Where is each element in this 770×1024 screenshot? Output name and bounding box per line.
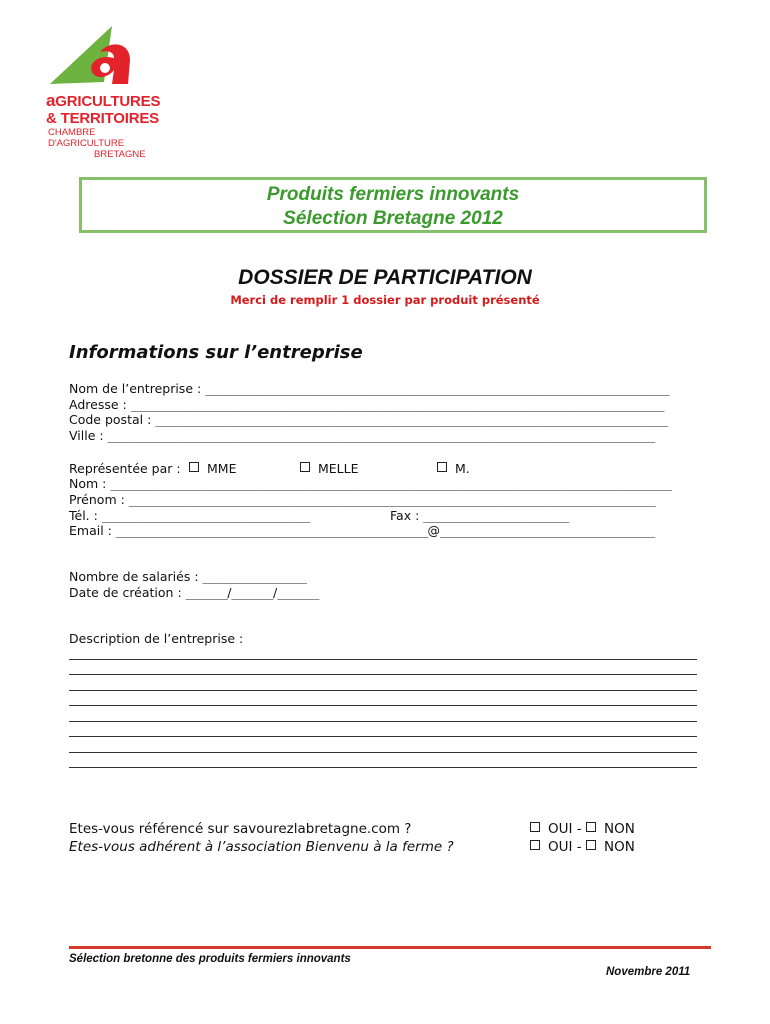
description-line[interactable] [69,767,697,768]
company-name-label: Nom de l’entreprise : [69,381,206,396]
logo-wordmark-line1: aGRICULTURES [46,91,161,110]
last-name-line[interactable]: _________________________________________________________________________________ [110,476,672,491]
description-line[interactable] [69,721,697,722]
checkbox-icon[interactable] [189,462,199,472]
title-line2: Sélection Bretagne 2012 [283,208,503,229]
last-name-field[interactable] [69,476,671,492]
logo-region: BRETAGNE [94,149,146,160]
creation-day-line[interactable]: ______ [185,585,228,600]
logo-wordmark-line2: & TERRITOIRES [46,110,159,127]
civility-m-option[interactable]: M. [437,461,470,476]
first-name-line[interactable]: ____________________________________________________________________________ [128,492,656,507]
description-line[interactable] [69,736,697,737]
address-field[interactable] [69,397,664,413]
section-title: Informations sur l’entreprise [69,342,363,363]
city-line[interactable]: _______________________________________________________________________________ [107,428,655,443]
postal-code-line[interactable]: __________________________________________________________________________ [155,412,668,427]
email-domain-line[interactable]: _______________________________ [440,523,655,538]
description-line[interactable] [69,690,697,691]
city-field[interactable] [69,428,655,444]
checkbox-icon[interactable] [437,462,447,472]
creation-date-label: Date de création : [69,585,186,600]
email-field[interactable] [69,523,655,539]
answer-savourez[interactable]: OUI - NON [530,821,635,837]
footer-date: Novembre 2011 [606,966,691,978]
address-line[interactable]: _____________________________________________________________________________ [130,397,664,412]
footer-divider [69,946,711,949]
first-name-label: Prénom : [69,492,129,507]
phone-line[interactable]: ______________________________ [101,508,310,523]
question-savourez: Etes-vous référencé sur savourezlabretagne.com ? [69,821,412,837]
footer-left-text: Sélection bretonne des produits fermiers innovants [69,953,351,965]
fax-label: Fax : [390,508,424,523]
checkbox-icon[interactable] [586,840,596,850]
document-subtitle: Merci de remplir 1 dossier par produit présenté [230,293,540,307]
fax-line[interactable]: _____________________ [423,508,569,523]
postal-code-label: Code postal : [69,412,156,427]
description-line[interactable] [69,752,697,753]
represented-by-label: Représentée par : [69,461,181,476]
employees-line[interactable]: _______________ [202,569,307,584]
address-label: Adresse : [69,397,131,412]
employees-label: Nombre de salariés : [69,569,203,584]
phone-label: Tél. : [69,508,102,523]
description-line[interactable] [69,705,697,706]
phone-field[interactable] [69,508,310,524]
title-line1: Produits fermiers innovants [266,184,520,205]
document-title: DOSSIER DE PARTICIPATION [238,266,532,289]
email-label: Email : [69,523,116,538]
checkbox-icon[interactable] [586,822,596,832]
agricultures-territoires-logo [44,22,174,160]
creation-year-line[interactable]: ______ [277,585,319,600]
logo-tagline: CHAMBRE D'AGRICULTURE [48,127,125,149]
civility-mme-option[interactable]: MME [189,461,236,476]
email-at: @ [427,523,440,538]
last-name-label: Nom : [69,476,111,491]
postal-code-field[interactable] [69,412,668,428]
company-name-line[interactable]: ___________________________________________________________________ [205,381,670,396]
title-box [79,177,707,233]
city-label: Ville : [69,428,108,443]
creation-date-field[interactable]: Date de création : ______/______/______ [69,585,319,600]
employees-field[interactable] [69,569,306,585]
checkbox-icon[interactable] [300,462,310,472]
first-name-field[interactable] [69,492,655,508]
question-bienvenu: Etes-vous adhérent à l’association Bienvenu à la ferme ? [69,839,454,855]
description-label: Description de l’entreprise : [69,631,244,646]
creation-month-line[interactable]: ______ [231,585,273,600]
company-name-field[interactable] [69,381,669,397]
email-user-line[interactable]: _____________________________________________ [115,523,428,538]
civility-melle-option[interactable]: MELLE [300,461,359,476]
logo-leaf-icon [48,22,134,94]
checkbox-icon[interactable] [530,822,540,832]
description-line[interactable] [69,674,697,675]
answer-bienvenu[interactable]: OUI - NON [530,839,635,855]
checkbox-icon[interactable] [530,840,540,850]
description-line[interactable] [69,659,697,660]
fax-field[interactable] [390,508,569,524]
